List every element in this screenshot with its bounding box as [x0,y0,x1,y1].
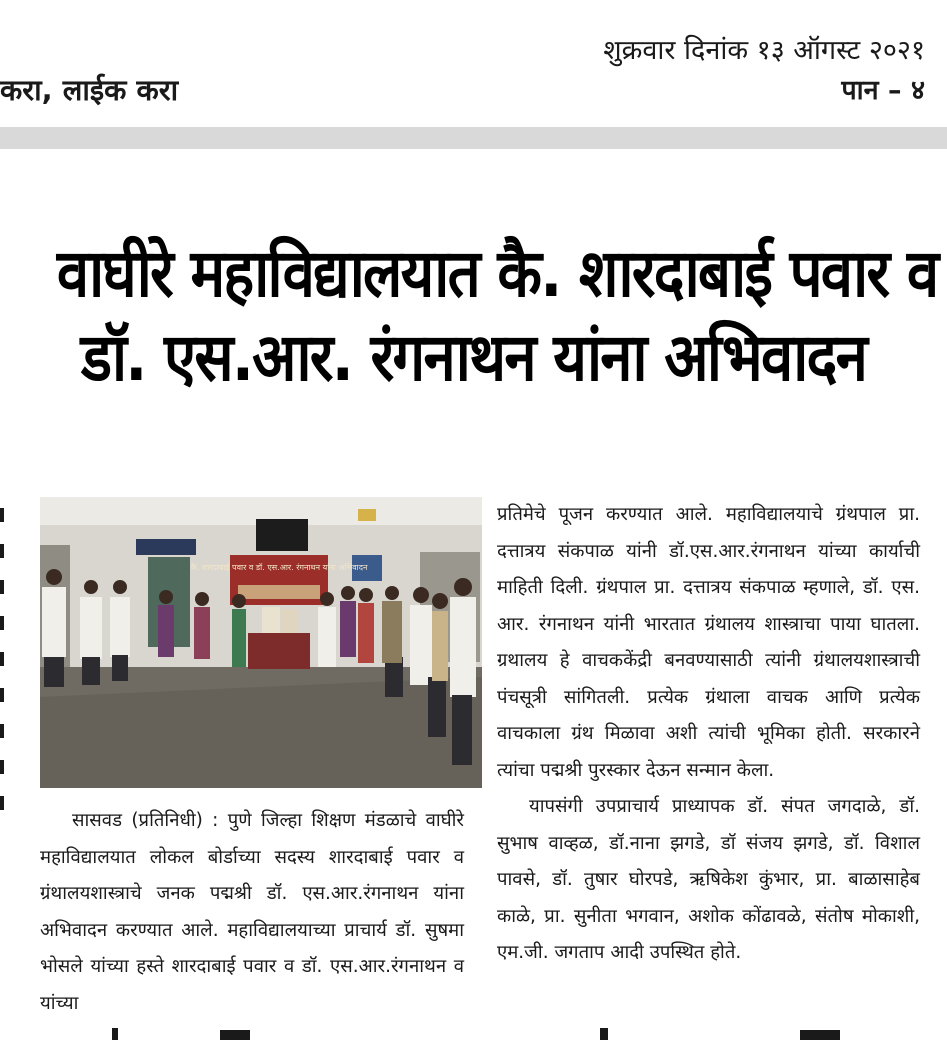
banner-text: कै. शारदाबाई पवार व डॉ. एस.आर. रंगनाथन यांना अभिवादन [190,563,368,572]
previous-column-fragment [0,500,6,830]
headline-line-1: वाघीरे महाविद्यालयात कै. शारदाबाई पवार व [56,235,938,312]
page-number: पान – ४ [841,75,925,106]
event-photo [40,497,482,788]
header-divider [0,127,947,149]
next-article-fragment [0,1025,947,1037]
headline [0,232,947,400]
article-left-column [40,803,464,1022]
article-paragraph-3: यापसंगी उपप्राचार्य प्राध्यापक डॉ. संपत जगदाळे, डॉ. सुभाष वाव्हळ, डॉ.नाना झगडे, डॉ संजय झगडे, डॉ. विशाल पावसे, डॉ. तुषार घोरपडे, ऋषिकेश कुंभार, प्रा. बाळासाहेब काळे, प्रा. सुनीता भगवान, अशोक कोंढावळे, संतोष मोकाशी, एम.जी. जगताप आदी उपस्थित होते. [497,796,920,963]
event-photo-illustration [40,497,482,788]
headline-line-2: डॉ. एस.आर. रंगनाथन यांना अभिवादन [80,319,867,396]
article-paragraph-1: सासवड (प्रतिनिधी) : पुणे जिल्हा शिक्षण मंडळाचे वाघीरे महाविद्यालयात लोकल बोर्डाच्या सदस्य शारदाबाई पवार व ग्रंथालयशास्त्राचे जनक पद्मश्री डॉ. एस.आर.रंगनाथन यांना अभिवादन करण्यात आले. महाविद्यालयाच्या प्राचार्य डॉ. सुषमा भोसले यांच्या हस्ते शारदाबाई पवार व डॉ. एस.आर.रंगनाथन व यांच्या [40,810,464,1014]
header-left-text: करा, लाईक करा [0,73,179,107]
article-right-column [497,497,920,972]
article-paragraph-2: प्रतिमेचे पूजन करण्यात आले. महाविद्यालयाचे ग्रंथपाल प्रा. दत्तात्रय संकपाळ यांनी डॉ.एस.आर.रंगनाथन यांच्या कार्याची माहिती दिली. ग्रंथपाल प्रा. दत्तात्रय संकपाळ म्हणाले, डॉ. एस. आर. रंगनाथन यांनी भारतात ग्रंथालय शास्त्राचा पाया घातला. ग्रथालय हे वाचककेंद्री बनवण्यासाठी त्यांनी ग्रंथालयशास्त्राची पंचसूत्री सांगितली. प्रत्येक ग्रंथाला वाचक आणि प्रत्येक वाचकाला ग्रंथ मिळावा अशी त्यांची भूमिका होती. सरकारने त्यांचा पद्मश्री पुरस्कार देऊन सन्मान केला. [497,504,920,781]
issue-date: शुक्रवार दिनांक १३ ऑगस्ट २०२१ [603,35,925,66]
